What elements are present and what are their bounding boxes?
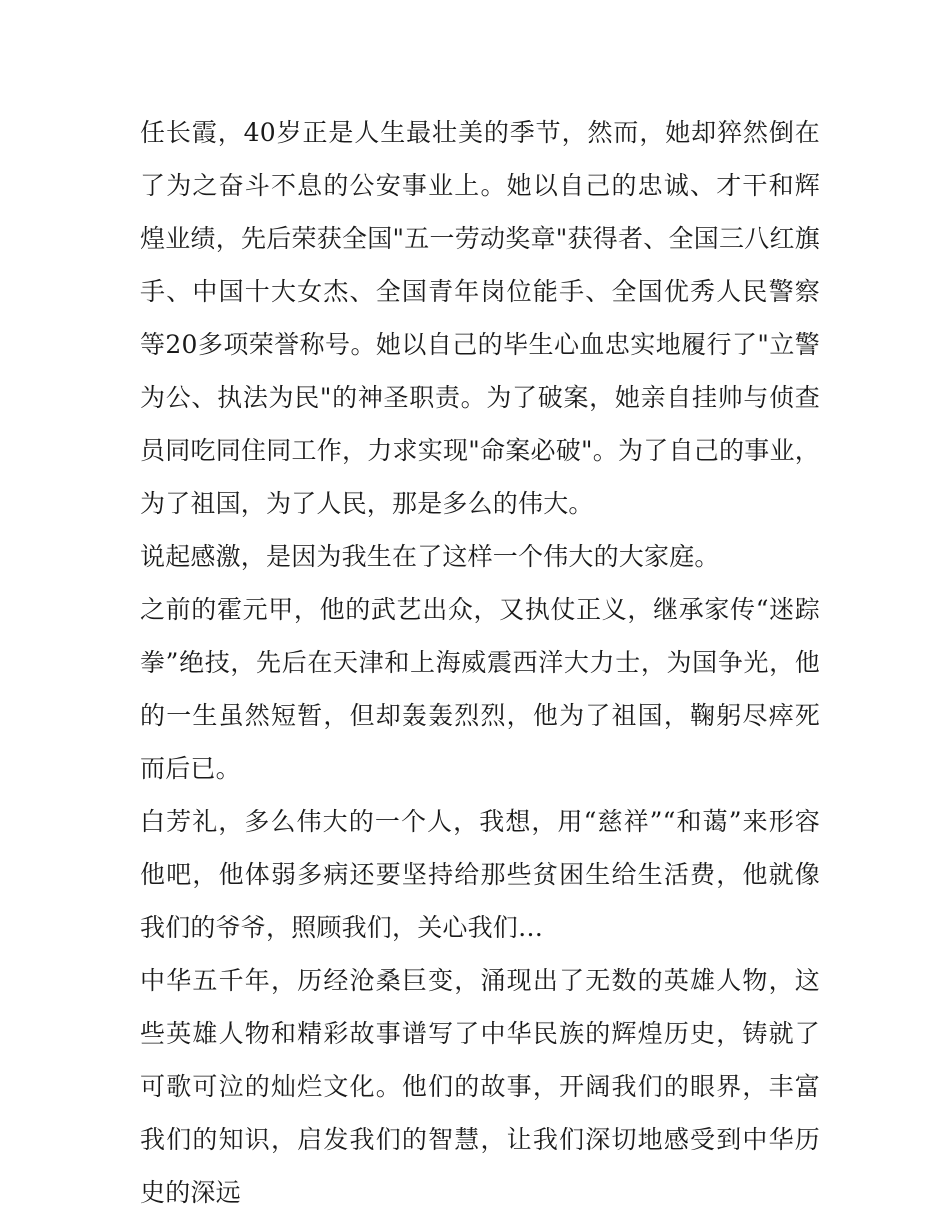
- paragraph-bai-fangli: 白芳礼，多么伟大的一个人，我想，用“慈祥”“和蔼”来形容他吧，他体弱多病还要坚持给那些贫困生给生活费，他就像我们的爷爷，照顾我们，关心我们…: [140, 807, 820, 942]
- paragraph-gratitude: 说起感激，是因为我生在了这样一个伟大的大家庭。: [140, 542, 720, 571]
- paragraph-chinese-history: 中华五千年，历经沧桑巨变，涌现出了无数的英雄人物，这些英雄人物和精彩故事谱写了中华民族的辉煌历史，铸就了可歌可泣的灿烂文化。他们的故事，开阔我们的眼界，丰富我们的知识，启发我们的智慧，让我们深切地感受到中华历史的深远: [140, 966, 820, 1207]
- paragraph-ren-changxia: 任长霞，40岁正是人生最壮美的季节，然而，她却猝然倒在了为之奋斗不息的公安事业上。她以自己的忠诚、才干和辉煌业绩，先后荣获全国"五一劳动奖章"获得者、全国三八红旗手、中国十大女杰、全国青年岗位能手、全国优秀人民警察等20多项荣誉称号。她以自己的毕生心血忠实地履行了"立警为公、执法为民"的神圣职责。为了破案，她亲自挂帅与侦查员同吃同住同工作，力求实现"命案必破"。为了自己的事业，为了祖国，为了人民，那是多么的伟大。: [140, 118, 820, 518]
- paragraph-huo-yuanjia: 之前的霍元甲，他的武艺出众，又执仗正义，继承家传“迷踪拳”绝技，先后在天津和上海威震西洋大力士，为国争光，他的一生虽然短暂，但却轰轰烈烈，他为了祖国，鞠躬尽瘁死而后已。: [140, 595, 820, 783]
- document-body: [140, 106, 820, 1219]
